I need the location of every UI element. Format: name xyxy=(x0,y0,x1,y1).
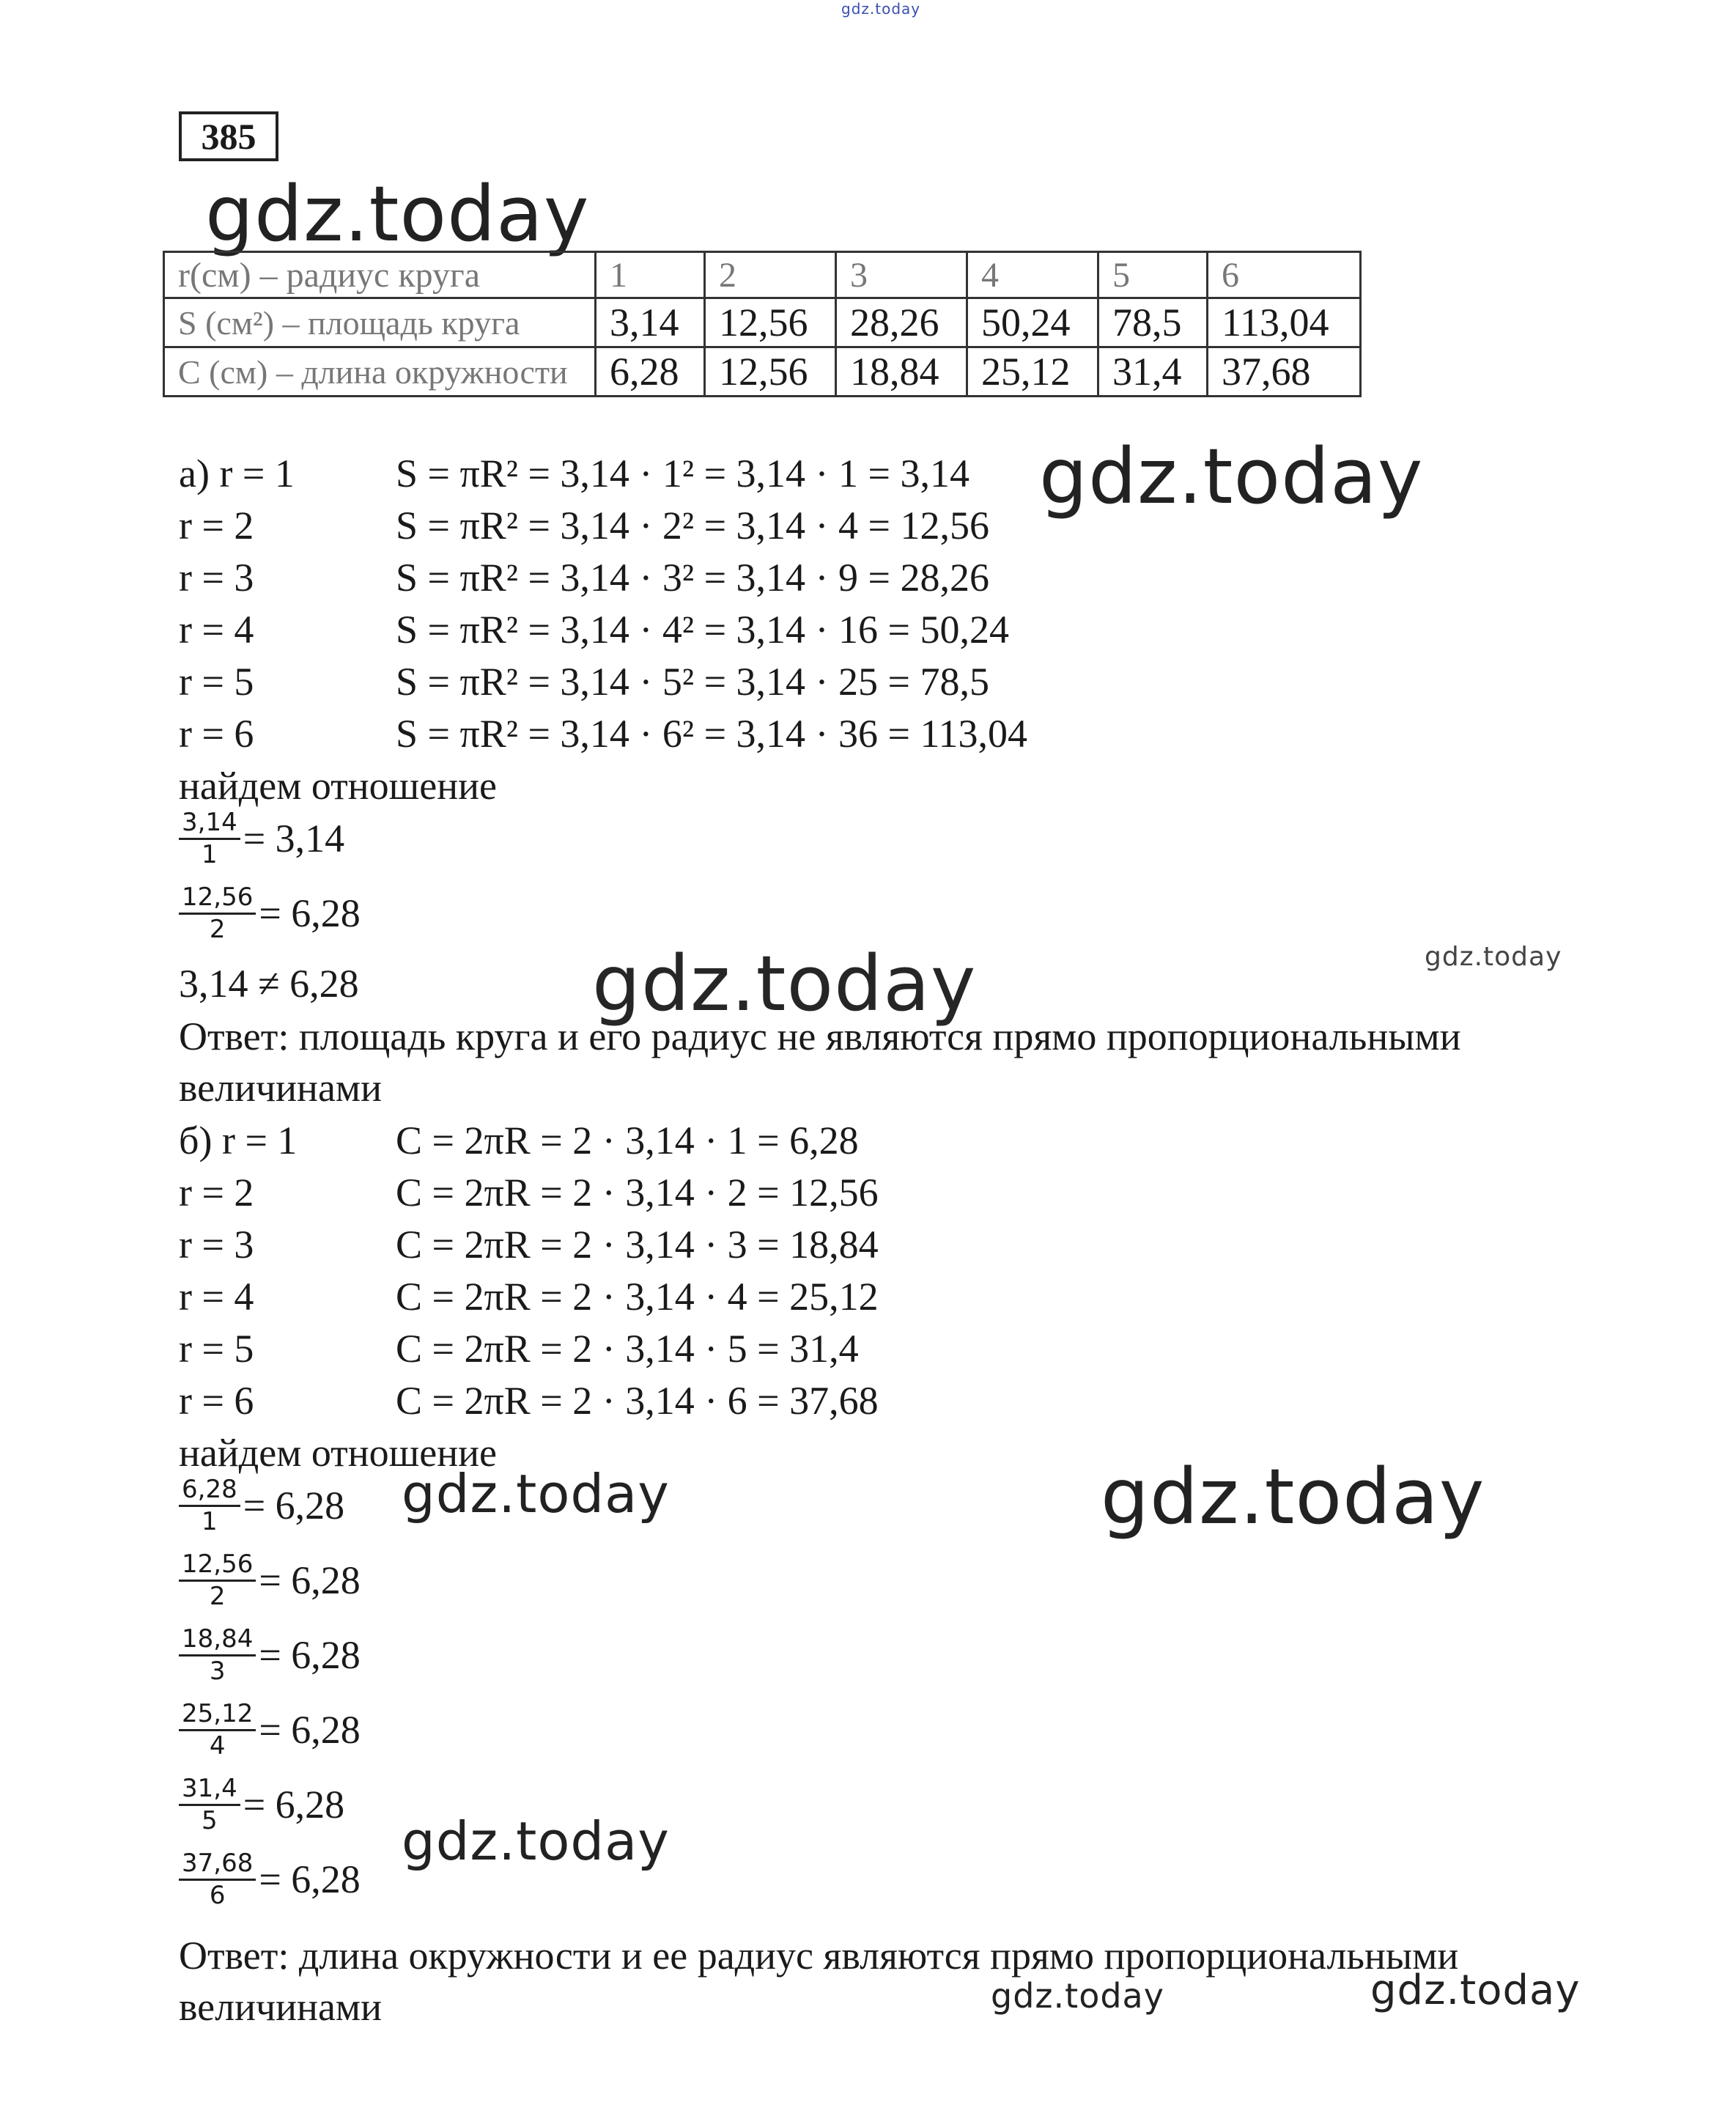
numerator: 3,14 xyxy=(179,808,240,840)
table-cell: 50,24 xyxy=(967,298,1098,347)
ratio-result: = 6,28 xyxy=(243,1783,345,1827)
table-cell: 31,4 xyxy=(1098,347,1208,397)
numerator: 25,12 xyxy=(179,1699,256,1731)
table-row xyxy=(164,347,1361,397)
table-cell: 3 xyxy=(836,252,967,298)
ratio-result: = 6,28 xyxy=(259,1558,361,1603)
formula: S = πR² = 3,14 · 2² = 3,14 · 4 = 12,56 xyxy=(396,504,989,548)
watermark: gdz.today xyxy=(205,169,590,259)
watermark: gdz.today xyxy=(991,1976,1164,2016)
denominator: 5 xyxy=(202,1805,218,1835)
table-cell: 4 xyxy=(967,252,1098,298)
formula: S = πR² = 3,14 · 4² = 3,14 · 16 = 50,24 xyxy=(396,608,1009,652)
ratio-fraction xyxy=(179,1475,344,1549)
ratio-result: = 3,14 xyxy=(243,817,345,861)
ratio-result: = 6,28 xyxy=(259,1857,361,1902)
ratio-fraction xyxy=(179,1549,361,1624)
ratio-fraction xyxy=(179,1699,361,1774)
numerator: 12,56 xyxy=(179,1549,256,1582)
formula: S = πR² = 3,14 · 1² = 3,14 · 1 = 3,14 xyxy=(396,452,969,495)
ratio-fraction xyxy=(179,882,361,957)
table-cell: C (см) – длина окружности xyxy=(164,347,596,397)
numerator: 12,56 xyxy=(179,882,256,915)
ratio-result: = 6,28 xyxy=(259,1633,361,1678)
formula: S = πR² = 3,14 · 5² = 3,14 · 25 = 78,5 xyxy=(396,660,989,704)
formula: C = 2πR = 2 · 3,14 · 2 = 12,56 xyxy=(396,1171,879,1215)
watermark: gdz.today xyxy=(402,1810,670,1872)
ratio-result: = 6,28 xyxy=(259,1708,361,1753)
table-cell: 113,04 xyxy=(1208,298,1361,347)
table-cell: r(см) – радиус круга xyxy=(164,252,596,298)
denominator: 6 xyxy=(209,1880,226,1910)
table-cell: 78,5 xyxy=(1098,298,1208,347)
table-cell: 5 xyxy=(1098,252,1208,298)
table-cell: 2 xyxy=(705,252,836,298)
table-row xyxy=(164,298,1361,347)
numerator: 31,4 xyxy=(179,1774,240,1806)
circle-table xyxy=(163,251,1362,397)
radius-label: r = 5 xyxy=(179,660,254,704)
table-cell: 25,12 xyxy=(967,347,1098,397)
radius-label: r = 6 xyxy=(179,1379,254,1423)
answer-a-line1: Ответ: площадь круга и его радиус не являются прямо пропорциональными xyxy=(179,1014,1461,1058)
table-cell: 37,68 xyxy=(1208,347,1361,397)
ratio-heading: найдем отношение xyxy=(179,1431,497,1475)
denominator: 1 xyxy=(202,1506,218,1536)
formula: C = 2πR = 2 · 3,14 · 3 = 18,84 xyxy=(396,1223,879,1267)
denominator: 2 xyxy=(209,1581,226,1611)
radius-label: r = 3 xyxy=(179,1223,254,1267)
answer-a-line2: величинами xyxy=(179,1066,382,1110)
answer-b-line2: величинами xyxy=(179,1985,382,2029)
table-cell: 3,14 xyxy=(596,298,705,347)
ratio-fraction xyxy=(179,1774,344,1849)
radius-label: r = 2 xyxy=(179,1171,254,1215)
ratio-fraction xyxy=(179,1624,361,1699)
table-cell: 18,84 xyxy=(836,347,967,397)
ratio-fraction xyxy=(179,808,344,882)
radius-label: r = 4 xyxy=(179,608,254,652)
formula: C = 2πR = 2 · 3,14 · 6 = 37,68 xyxy=(396,1379,879,1423)
watermark: gdz.today xyxy=(1370,1967,1581,2014)
table-cell: 28,26 xyxy=(836,298,967,347)
table-cell: 12,56 xyxy=(705,347,836,397)
watermark: gdz.today xyxy=(1039,432,1424,521)
answer-b-line1: Ответ: длина окружности и ее радиус являются прямо пропорциональными xyxy=(179,1934,1459,1978)
radius-label: r = 4 xyxy=(179,1275,254,1319)
ratio-result: = 6,28 xyxy=(259,891,361,936)
formula: S = πR² = 3,14 · 6² = 3,14 · 36 = 113,04 xyxy=(396,712,1027,756)
ratio-heading: найдем отношение xyxy=(179,764,497,808)
table-cell: 6 xyxy=(1208,252,1361,298)
radius-label: r = 2 xyxy=(179,504,254,548)
formula: C = 2πR = 2 · 3,14 · 1 = 6,28 xyxy=(396,1119,859,1162)
denominator: 4 xyxy=(209,1731,226,1761)
radius-label: r = 5 xyxy=(179,1327,254,1371)
radius-label: б) r = 1 xyxy=(179,1119,298,1162)
table-cell: 12,56 xyxy=(705,298,836,347)
watermark: gdz.today xyxy=(1425,942,1562,972)
denominator: 1 xyxy=(202,839,218,869)
watermark-top: gdz.today xyxy=(841,0,921,18)
denominator: 2 xyxy=(209,914,226,944)
watermark: gdz.today xyxy=(402,1463,670,1525)
formula: C = 2πR = 2 · 3,14 · 5 = 31,4 xyxy=(396,1327,859,1371)
numerator: 18,84 xyxy=(179,1624,256,1656)
ratio-fraction xyxy=(179,1849,361,1923)
table-cell: 6,28 xyxy=(596,347,705,397)
watermark: gdz.today xyxy=(592,939,977,1028)
inequality: 3,14 ≠ 6,28 xyxy=(179,962,359,1006)
radius-label: r = 3 xyxy=(179,556,254,600)
formula: S = πR² = 3,14 · 3² = 3,14 · 9 = 28,26 xyxy=(396,556,989,600)
task-number: 385 xyxy=(179,111,278,161)
table-row xyxy=(164,252,1361,298)
table-cell: 1 xyxy=(596,252,705,298)
ratio-result: = 6,28 xyxy=(243,1484,345,1528)
formula: C = 2πR = 2 · 3,14 · 4 = 25,12 xyxy=(396,1275,879,1319)
numerator: 6,28 xyxy=(179,1475,240,1507)
table-cell: S (см²) – площадь круга xyxy=(164,298,596,347)
radius-label: а) r = 1 xyxy=(179,452,295,495)
radius-label: r = 6 xyxy=(179,712,254,756)
numerator: 37,68 xyxy=(179,1849,256,1881)
denominator: 3 xyxy=(209,1656,226,1686)
watermark: gdz.today xyxy=(1101,1452,1485,1541)
